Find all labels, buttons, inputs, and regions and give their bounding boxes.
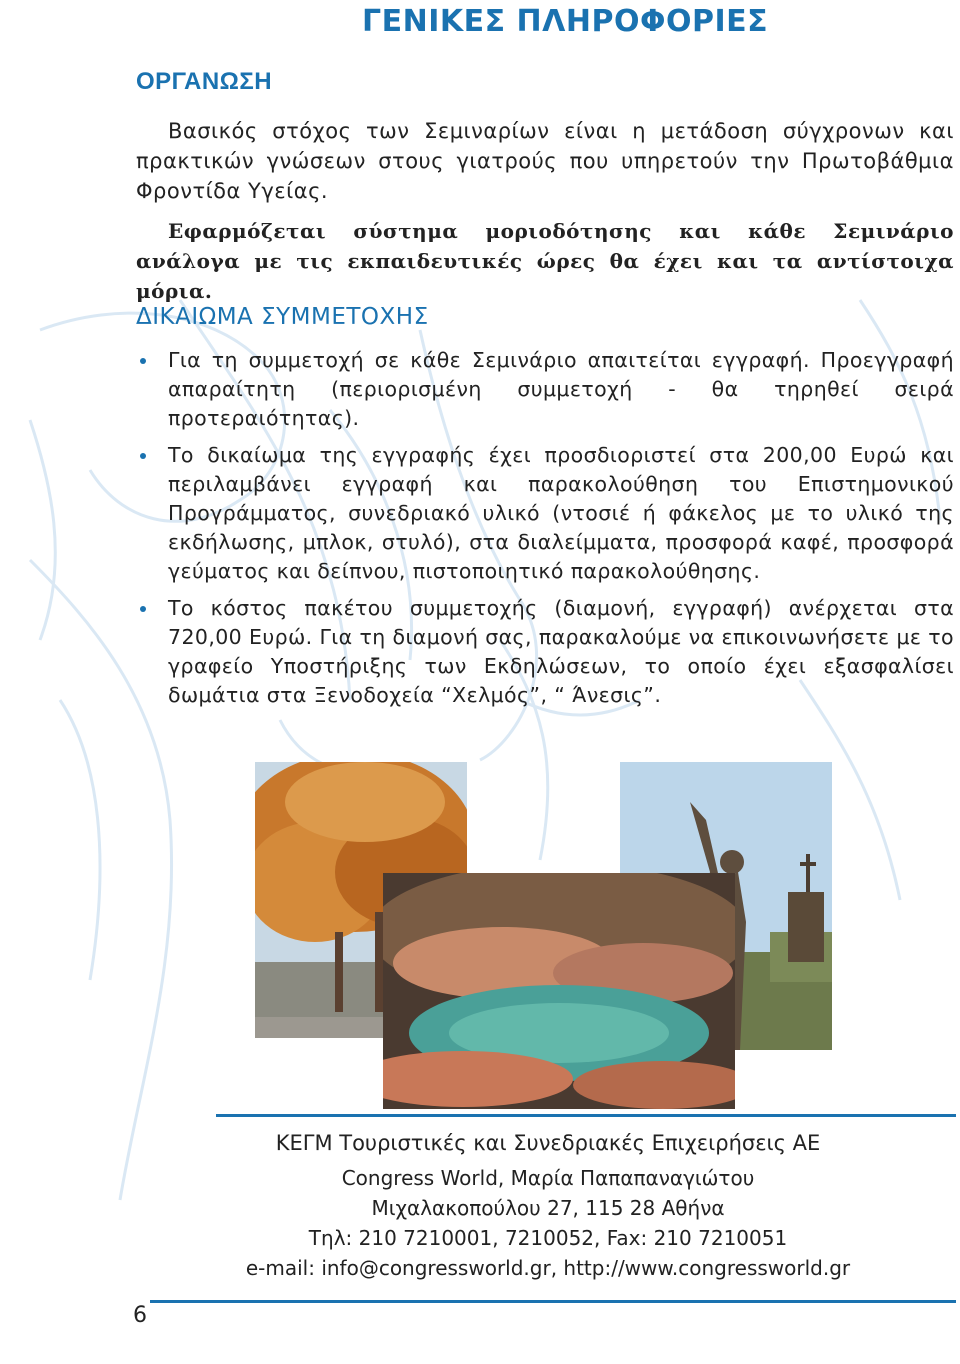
- participation-list: [136, 346, 954, 716]
- footer-contact-name: Congress World, Μαρία Παπαπαναγιώτου: [341, 1166, 755, 1190]
- organization-heading: ΟΡΓΑΝΩΣΗ: [136, 68, 273, 95]
- footer-address: Μιχαλακοπούλου 27, 115 28 Αθήνα: [371, 1196, 725, 1220]
- footer-divider: [216, 1114, 956, 1117]
- page-title: ΓΕΝΙΚΕΣ ΠΛΗΡΟΦΟΡΙΕΣ: [362, 4, 769, 39]
- bullet-dot-icon: [140, 606, 146, 612]
- list-item-text: Για τη συμμετοχή σε κάθε Σεμινάριο απαιτείται εγγραφή. Προεγγραφή απαραίτητη (περιορισμένη συμμετοχή - θα τηρηθεί σειρά προτεραιότητας).: [168, 348, 954, 430]
- footer-web: e-mail: info@congressworld.gr, http://www.congressworld.gr: [245, 1256, 851, 1280]
- participation-heading: ΔΙΚΑΙΩΜΑ ΣΥΜΜΕΤΟΧΗΣ: [136, 304, 429, 330]
- bottom-divider: [150, 1300, 956, 1303]
- bullet-dot-icon: [140, 453, 146, 459]
- bullet-dot-icon: [140, 358, 146, 364]
- list-item: [136, 346, 954, 433]
- list-item-text: Το δικαίωμα της εγγραφής έχει προσδιοριστεί στα 200,00 Ευρώ και περιλαμβάνει εγγραφή και παρακολούθηση του Επιστημονικού Προγράμματος, συνεδριακό υλικό (ντοσιέ ή φάκελος με το υλικό της εκδήλωσης, μπλοκ, στυλό), στα διαλείμματα, προσφορά καφέ, προσφορά γεύματος και δείπνου, πιστοποιητικό παρακολούθησης.: [168, 443, 954, 583]
- footer-company: ΚΕΓΜ Τουριστικές και Συνεδριακές Επιχειρήσεις ΑΕ: [275, 1131, 821, 1155]
- list-item: [136, 441, 954, 586]
- list-item-text: Το κόστος πακέτου συμμετοχής (διαμονή, εγγραφή) ανέρχεται στα 720,00 Ευρώ. Για τη διαμονή σας, παρακαλούμε να επικοινωνήσετε με το γραφείο Υποστήριξης των Εκδηλώσεων, το οποίο έχει εξασφαλίσει δωμάτια στα Ξενοδοχεία “Χελμός”, “ Άνεσις”.: [168, 596, 954, 707]
- organization-paragraph-1: Βασικός στόχος των Σεμιναρίων είναι η μετάδοση σύγχρονων και πρακτικών γνώσεων στους γιατρούς που υπηρετούν την Πρωτοβάθμια Φροντίδα Υγείας.: [136, 119, 954, 203]
- page-number: 6: [133, 1303, 147, 1328]
- list-item: [136, 594, 954, 710]
- organization-paragraph-2: Εφαρμόζεται σύστημα μοριοδότησης και κάθε Σεμινάριο ανάλογα με τις εκπαιδευτικές ώρες θα έχει και τα αντίστοιχα μόρια.: [136, 219, 954, 303]
- footer-phones: Τηλ: 210 7210001, 7210052, Fax: 210 7210051: [308, 1226, 788, 1250]
- cave-lake-photo: [383, 873, 735, 1109]
